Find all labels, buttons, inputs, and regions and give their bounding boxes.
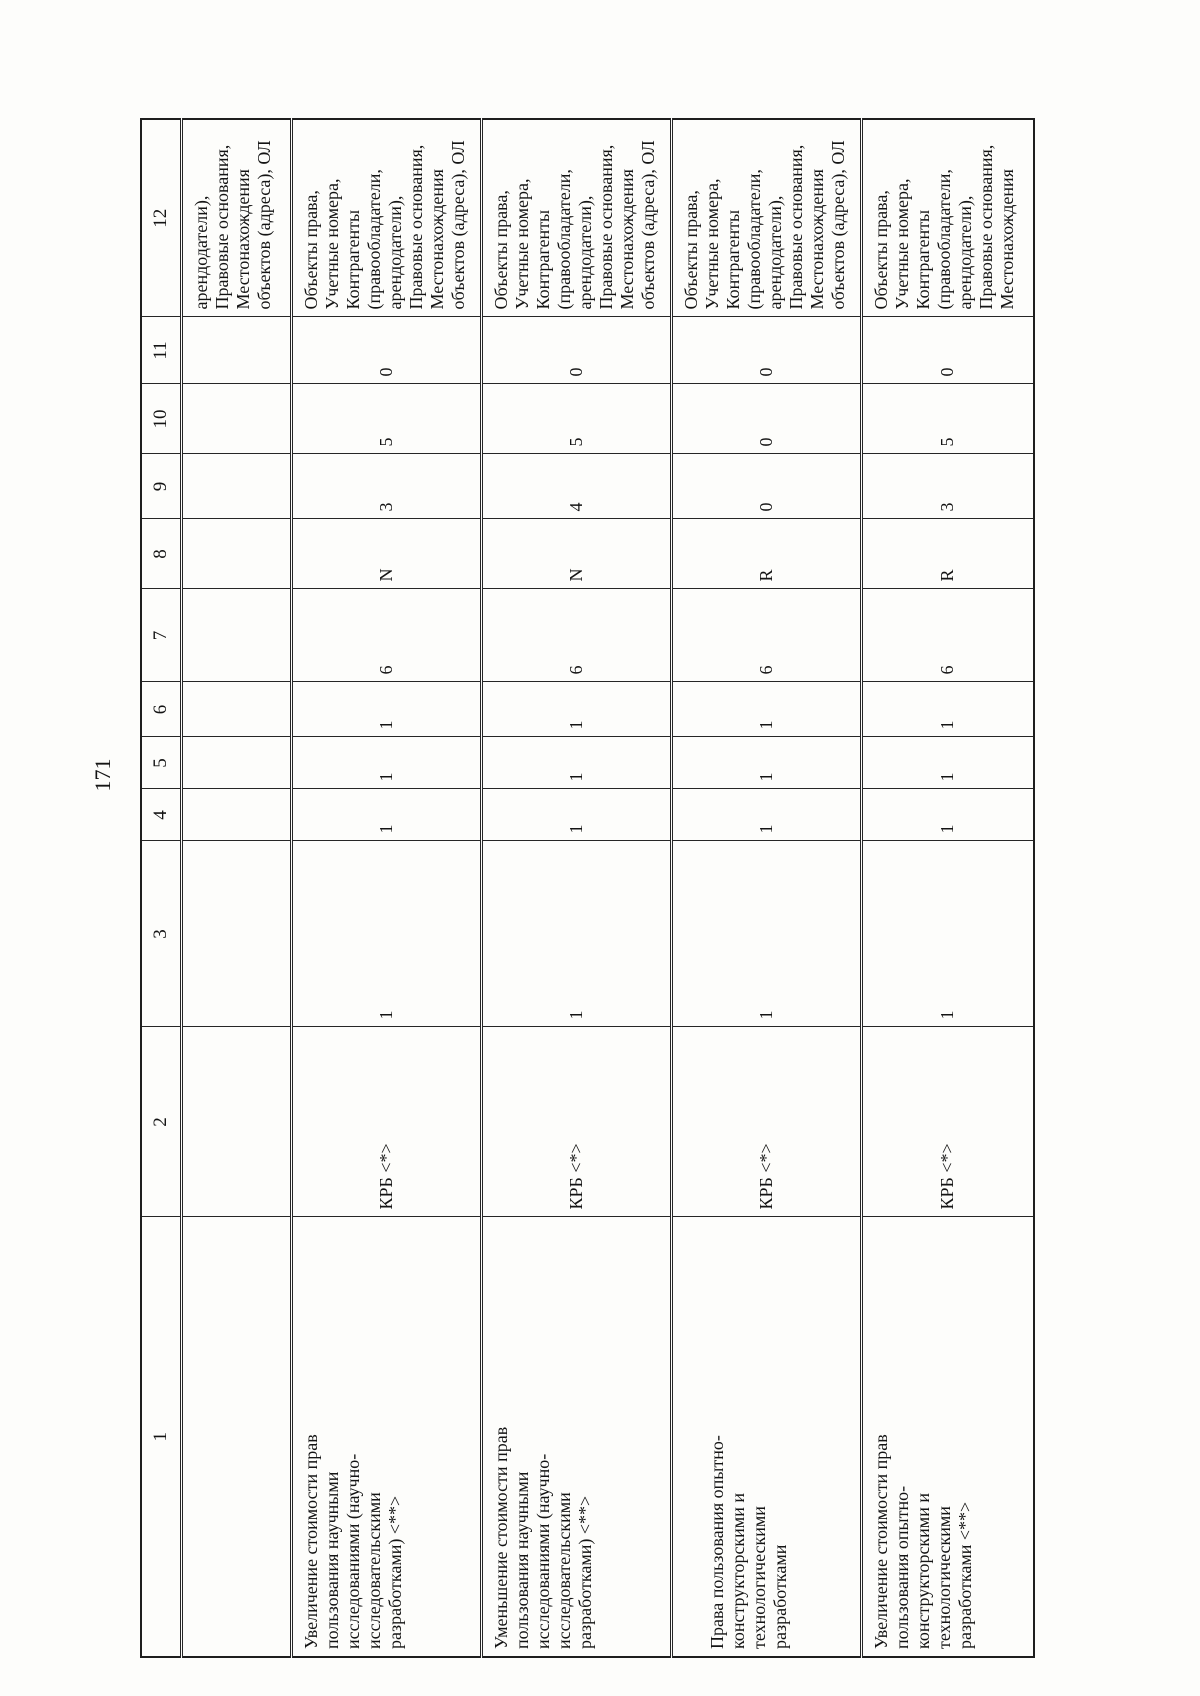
table-row xyxy=(861,119,1034,1657)
table-cell: 1 xyxy=(291,737,481,789)
column-header: 11 xyxy=(141,317,181,384)
table-cell: 0 xyxy=(671,454,861,519)
table-row xyxy=(671,119,861,1657)
table-cell: КРБ <*> xyxy=(291,1027,481,1217)
table-cell: 5 xyxy=(481,384,671,454)
table-cell xyxy=(181,1027,291,1217)
table-cell xyxy=(181,589,291,682)
table-cell: 1 xyxy=(481,682,671,737)
table-cell xyxy=(181,317,291,384)
table-row xyxy=(181,119,291,1657)
column-header: 12 xyxy=(141,119,181,317)
table-cell: 0 xyxy=(861,317,1034,384)
table-cell: 1 xyxy=(671,789,861,841)
table-cell: 0 xyxy=(671,384,861,454)
table-row xyxy=(481,119,671,1657)
table-cell: 0 xyxy=(671,317,861,384)
table-cell: 1 xyxy=(861,841,1034,1027)
table-cell-name: Права пользования опытно- конструкторскими и технологическими разработками xyxy=(671,1217,861,1657)
table-cell: 0 xyxy=(291,317,481,384)
table-cell: 1 xyxy=(671,737,861,789)
column-header: 10 xyxy=(141,384,181,454)
column-header: 6 xyxy=(141,682,181,737)
table-cell xyxy=(181,454,291,519)
table-cell: 4 xyxy=(481,454,671,519)
table-cell: 5 xyxy=(861,384,1034,454)
column-header: 3 xyxy=(141,841,181,1027)
table-cell: 5 xyxy=(291,384,481,454)
table-cell: 1 xyxy=(481,841,671,1027)
table-cell: 1 xyxy=(861,789,1034,841)
table-cell: 6 xyxy=(671,589,861,682)
table-cell: 6 xyxy=(481,589,671,682)
table-cell: 1 xyxy=(861,737,1034,789)
table-cell: 1 xyxy=(291,682,481,737)
table-cell: 3 xyxy=(291,454,481,519)
table-cell-details: Объекты права, Учетные номера, Контрагенты (правообладатели, арендодатели), Правовые основания, Местонахождения xyxy=(861,119,1034,317)
column-header: 5 xyxy=(141,737,181,789)
table-cell: КРБ <*> xyxy=(481,1027,671,1217)
column-header: 4 xyxy=(141,789,181,841)
table-cell: N xyxy=(481,519,671,589)
table-cell: R xyxy=(671,519,861,589)
table-cell: 1 xyxy=(671,682,861,737)
column-header: 7 xyxy=(141,589,181,682)
table-cell: 1 xyxy=(861,682,1034,737)
table-cell: 1 xyxy=(291,789,481,841)
column-header: 9 xyxy=(141,454,181,519)
page-number: 171 xyxy=(90,758,115,792)
table-cell: 0 xyxy=(481,317,671,384)
data-table xyxy=(140,118,1035,1658)
table-frame xyxy=(140,120,1033,1658)
table-cell xyxy=(181,737,291,789)
column-header: 2 xyxy=(141,1027,181,1217)
table-cell xyxy=(181,789,291,841)
table-cell: 1 xyxy=(481,789,671,841)
table-cell xyxy=(181,841,291,1027)
table-row xyxy=(291,119,481,1657)
table-cell xyxy=(181,384,291,454)
table-cell: R xyxy=(861,519,1034,589)
table-cell-details: Объекты права, Учетные номера, Контрагенты (правообладатели, арендодатели), Правовые основания, Местонахождения объектов (адреса), ОЛ xyxy=(291,119,481,317)
table-cell: КРБ <*> xyxy=(861,1027,1034,1217)
table-cell xyxy=(181,519,291,589)
table-cell: 3 xyxy=(861,454,1034,519)
table-cell-name: Увеличение стоимости прав пользования научными исследованиями (научно- исследовательскими разработками) <**> xyxy=(291,1217,481,1657)
table-cell-name: Увеличение стоимости прав пользования опытно- конструкторскими и технологическими разработками <**> xyxy=(861,1217,1034,1657)
column-header: 1 xyxy=(141,1217,181,1657)
table-cell: 6 xyxy=(861,589,1034,682)
table-cell: N xyxy=(291,519,481,589)
header-row xyxy=(141,119,181,1657)
table-cell-details: Объекты права, Учетные номера, Контрагенты (правообладатели, арендодатели), Правовые основания, Местонахождения объектов (адреса), ОЛ xyxy=(671,119,861,317)
table-cell: 6 xyxy=(291,589,481,682)
table-cell-details: арендодатели), Правовые основания, Местонахождения объектов (адреса), ОЛ xyxy=(181,119,291,317)
column-header: 8 xyxy=(141,519,181,589)
rotated-table-wrapper xyxy=(140,120,1033,1658)
table-cell xyxy=(181,1217,291,1657)
table-cell-name: Уменьшение стоимости прав пользования научными исследованиями (научно- исследовательскими разработками) <**> xyxy=(481,1217,671,1657)
table-cell: 1 xyxy=(291,841,481,1027)
table-cell: 1 xyxy=(671,841,861,1027)
table-cell: КРБ <*> xyxy=(671,1027,861,1217)
table-cell xyxy=(181,682,291,737)
table-cell: 1 xyxy=(481,737,671,789)
table-cell-details: Объекты права, Учетные номера, Контрагенты (правообладатели, арендодатели), Правовые основания, Местонахождения объектов (адреса), ОЛ xyxy=(481,119,671,317)
